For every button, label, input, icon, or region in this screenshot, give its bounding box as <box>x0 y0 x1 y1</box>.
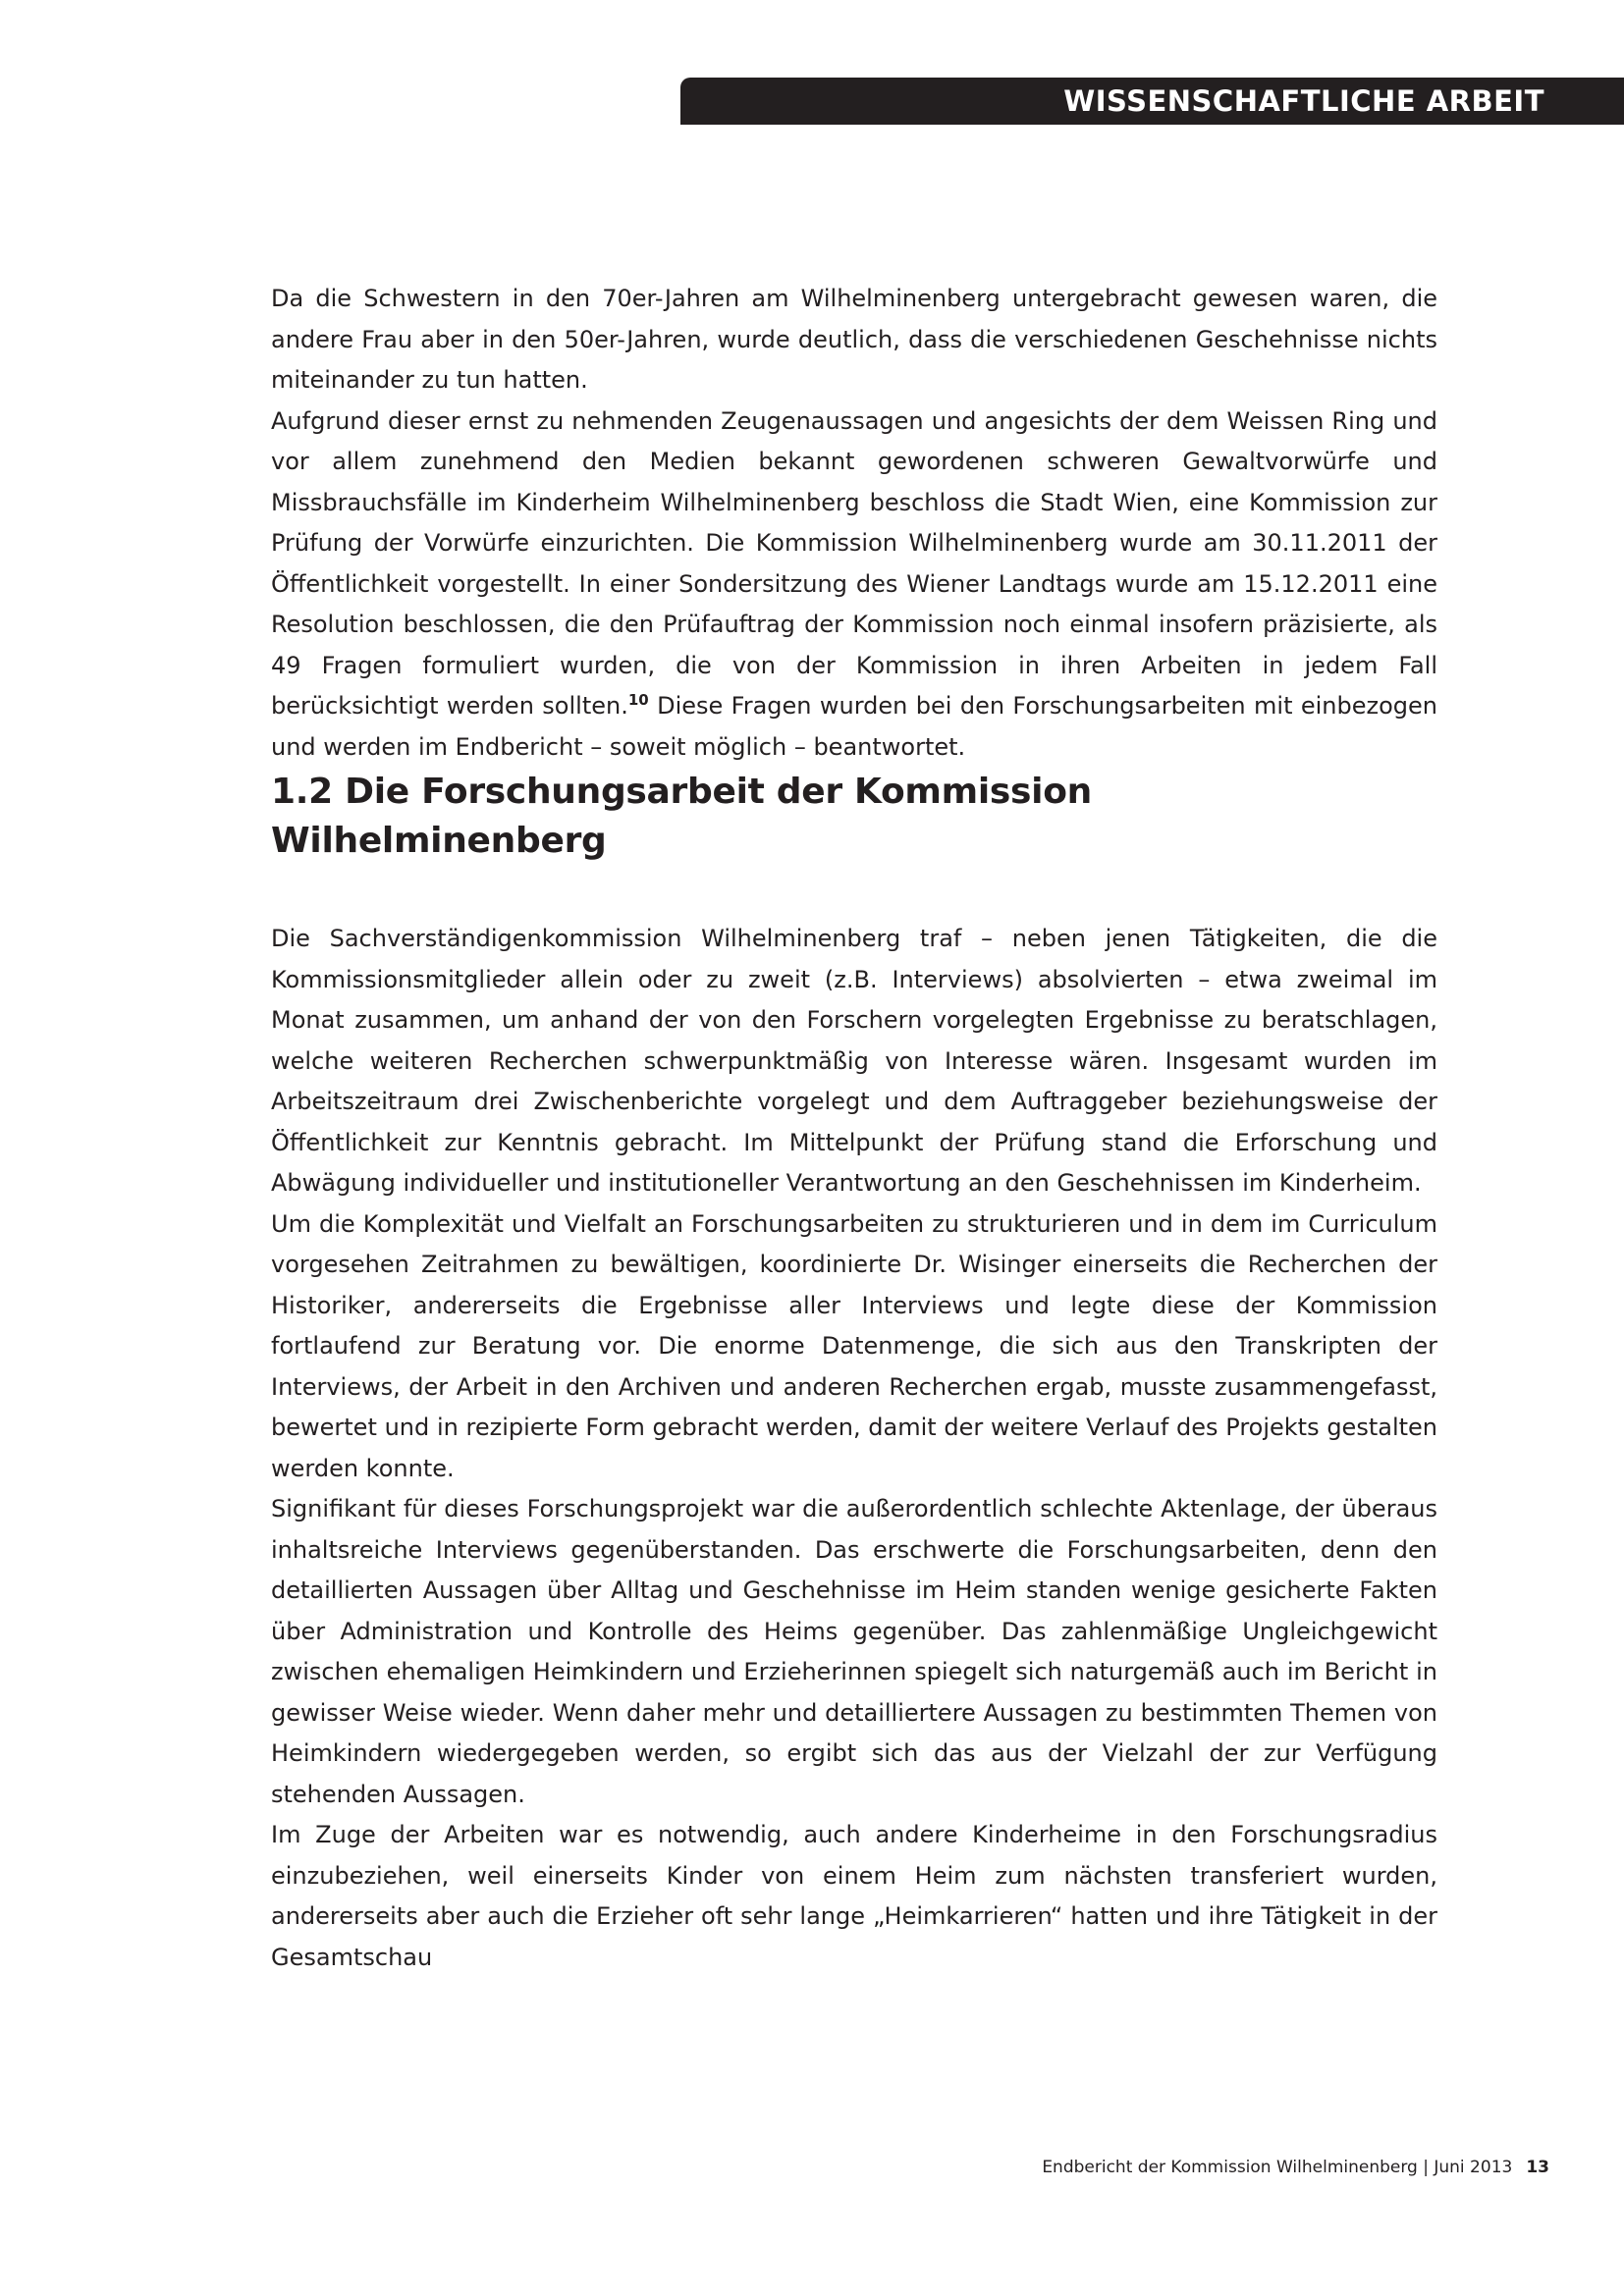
paragraph-3: Die Sachverständigenkommission Wilhelminenberg traf – neben jenen Tätigkeiten, die die Kommissionsmitglieder allein oder zu zweit (z.B. Interviews) absolvierten – etwa zweimal im Monat zusammen, um anhand der von den Forschern vorgelegten Ergebnisse zu beratschlagen, welche weiteren Recherchen schwerpunktmäßig von Interesse wären. Insgesamt wurden im Arbeitszeitraum drei Zwischenberichte vorgelegt und dem Auftraggeber beziehungsweise der Öffentlichkeit zur Kenntnis gebracht. Im Mittelpunkt der Prüfung stand die Erforschung und Abwägung individueller und institutioneller Verantwortung an den Geschehnissen im Kinderheim. <box>271 925 1437 1197</box>
page-number: 13 <box>1526 2158 1549 2177</box>
footer-report-title: Endbericht der Kommission Wilhelminenberg | Juni 2013 <box>1042 2158 1513 2177</box>
page-footer <box>1042 2158 1549 2177</box>
footnote-marker[interactable]: 10 <box>627 691 649 709</box>
section-header-title: WISSENSCHAFTLICHE ARBEIT <box>1063 84 1544 118</box>
paragraph-2 <box>271 401 1437 769</box>
page-body <box>271 279 1437 1978</box>
paragraph-2-text-end: Diese Fragen wurden bei den Forschungsarbeiten mit einbezogen und werden im Endbericht – soweit möglich – beantwortet. <box>271 692 1437 761</box>
paragraph-6: Im Zuge der Arbeiten war es notwendig, auch andere Kinderheime in den Forschungsradius einzubeziehen, weil einerseits Kinder von einem Heim zum nächsten transferiert wurden, andererseits aber auch die Erzieher oft sehr lange „Heimkarrieren“ hatten und ihre Tätigkeit in der Gesamtschau <box>271 1821 1437 1971</box>
section-header-bar <box>680 78 1624 125</box>
paragraph-1: Da die Schwestern in den 70er-Jahren am Wilhelminenberg untergebracht gewesen waren, die andere Frau aber in den 50er-Jahren, wurde deutlich, dass die verschiedenen Geschehnisse nichts miteinander zu tun hatten. <box>271 285 1437 394</box>
paragraph-4: Um die Komplexität und Vielfalt an Forschungsarbeiten zu strukturieren und in dem im Curriculum vorgesehen Zeitrahmen zu bewältigen, koordinierte Dr. Wisinger einerseits die Recherchen der Historiker, andererseits die Ergebnisse aller Interviews und legte diese der Kommission fortlaufend zur Beratung vor. Die enorme Datenmenge, die sich aus den Transkripten der Interviews, der Arbeit in den Archiven und anderen Recherchen ergab, musste zusammengefasst, bewertet und in rezipierte Form gebracht werden, damit der weitere Verlauf des Projekts gestalten werden konnte. <box>271 1209 1437 1482</box>
paragraph-2-text-start: Aufgrund dieser ernst zu nehmenden Zeugenaussagen und angesichts der dem Weissen Ring und vor allem zunehmend den Medien bekannt gewordenen schweren Gewaltvorwürfe und Missbrauchsfälle im Kinderheim Wilhelminenberg beschloss die Stadt Wien, eine Kommission zur Prüfung der Vorwürfe einzurichten. Die Kommission Wilhelminenberg wurde am 30.11.2011 der Öffentlichkeit vorgestellt. In einer Sondersitzung des Wiener Landtags wurde am 15.12.2011 eine Resolution beschlossen, die den Prüfauftrag der Kommission noch einmal insofern präzisierte, als 49 Fragen formuliert wurden, die von der Kommission in ihren Arbeiten in jedem Fall berücksichtigt werden sollten. <box>271 406 1437 720</box>
section-heading: 1.2 Die Forschungsarbeit der Kommission Wilhelminenberg <box>271 772 1092 861</box>
paragraph-5: Signifikant für dieses Forschungsprojekt war die außerordentlich schlechte Aktenlage, der überaus inhaltsreiche Interviews gegenüberstanden. Das erschwerte die Forschungsarbeiten, denn den detaillierten Aussagen über Alltag und Geschehnisse im Heim standen wenige gesicherte Fakten über Administration und Kontrolle des Heims gegenüber. Das zahlenmäßige Ungleichgewicht zwischen ehemaligen Heimkindern und Erzieherinnen spiegelt sich naturgemäß auch im Bericht in gewisser Weise wieder. Wenn daher mehr und detailliertere Aussagen zu bestimmten Themen von Heimkindern wiedergegeben werden, so ergibt sich das aus der Vielzahl der zur Verfügung stehenden Aussagen. <box>271 1495 1437 1808</box>
